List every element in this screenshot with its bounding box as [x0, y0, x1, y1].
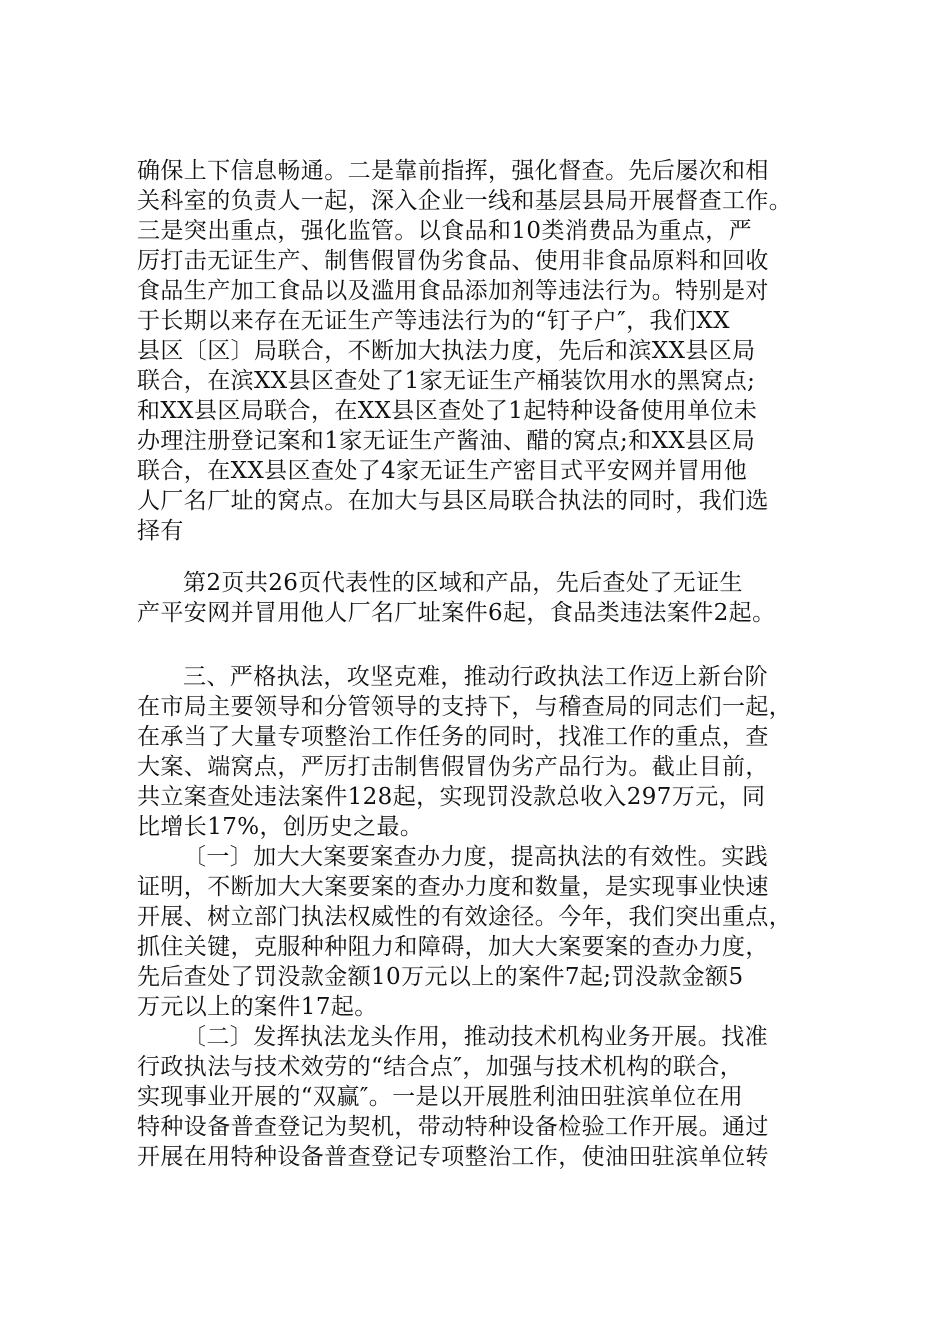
text-line: 县区〔区〕局联合，不断加大执法力度，先后和滨XX县区局 [137, 338, 756, 364]
text-line: 联合，在滨XX县区查处了1家无证生产桶装饮用水的黑窝点; [137, 368, 756, 394]
text-line: 人厂名厂址的窝点。在加大与县区局联合执法的同时，我们选 [137, 488, 769, 514]
text-line: 联合，在XX县区查处了4家无证生产密目式平安网并冒用他 [137, 458, 748, 484]
text-line: 抓住关键，克服种种阻力和障碍，加大大案要案的查办力度， [137, 934, 769, 960]
text-line: 办理注册登记案和1家无证生产酱油、醋的窝点;和XX县区局 [137, 428, 756, 454]
section-heading: 三、严格执法，攻坚克难，推动行政执法工作迈上新台阶 [183, 664, 768, 690]
text-line: 实现事业开展的“双赢″。一是以开展胜利油田驻滨单位在用 [137, 1084, 744, 1110]
text-line: 在市局主要领导和分管领导的支持下，与稽查局的同志们一起， [137, 694, 793, 720]
text-line: 择有 [137, 518, 184, 544]
text-line: 产平安网并冒用他人厂名厂址案件6起，食品类违法案件2起。 [137, 600, 776, 626]
text-line: 比增长17%，创历史之最。 [137, 814, 424, 840]
text-line: 开展、树立部门执法权威性的有效途径。今年，我们突出重点， [137, 904, 793, 930]
text-line: 证明，不断加大大案要案的查办力度和数量，是实现事业快速 [137, 874, 769, 900]
subsection-heading: 〔二〕发挥执法龙头作用，推动技术机构业务开展。找准 [183, 1024, 768, 1050]
text-line: 万元以上的案件17起。 [137, 994, 378, 1020]
paragraph-block-1 [137, 156, 837, 546]
page-footer-line: 第2页共26页代表性的区域和产品，先后查处了无证生 [183, 570, 743, 596]
text-line: 于长期以来存在无证生产等违法行为的“钉子户″，我们XX [137, 308, 730, 334]
paragraph-block-2 [137, 568, 837, 628]
text-line: 在承当了大量专项整治工作任务的同时，找准工作的重点，查 [137, 724, 769, 750]
text-line: 先后查处了罚没款金额10万元以上的案件7起;罚没款金额5 [137, 964, 744, 990]
text-line: 厉打击无证生产、制售假冒伪劣食品、使用非食品原料和回收 [137, 248, 769, 274]
text-line: 确保上下信息畅通。二是靠前指挥，强化督查。先后屡次和相 [137, 158, 769, 184]
subsection-heading: 〔一〕加大大案要案查办力度，提高执法的有效性。实践 [183, 844, 768, 870]
text-line: 共立案查处违法案件128起，实现罚没款总收入297万元，同 [137, 784, 766, 810]
text-line: 三是突出重点，强化监管。以食品和10类消费品为重点，严 [137, 218, 753, 244]
text-line: 食品生产加工食品以及滥用食品添加剂等违法行为。特别是对 [137, 278, 769, 304]
text-line: 开展在用特种设备普查登记专项整治工作，使油田驻滨单位转 [137, 1144, 769, 1170]
paragraph-block-3 [137, 662, 837, 1172]
text-line: 特种设备普查登记为契机，带动特种设备检验工作开展。通过 [137, 1114, 769, 1140]
text-line: 大案、端窝点，严厉打击制售假冒伪劣产品行为。截止目前， [137, 754, 769, 780]
text-line: 关科室的负责人一起，深入企业一线和基层县局开展督查工作。 [137, 188, 793, 214]
text-line: 和XX县区局联合，在XX县区查处了1起特种设备使用单位未 [137, 398, 758, 424]
text-line: 行政执法与技术效劳的“结合点″，加强与技术机构的联合， [137, 1054, 744, 1080]
